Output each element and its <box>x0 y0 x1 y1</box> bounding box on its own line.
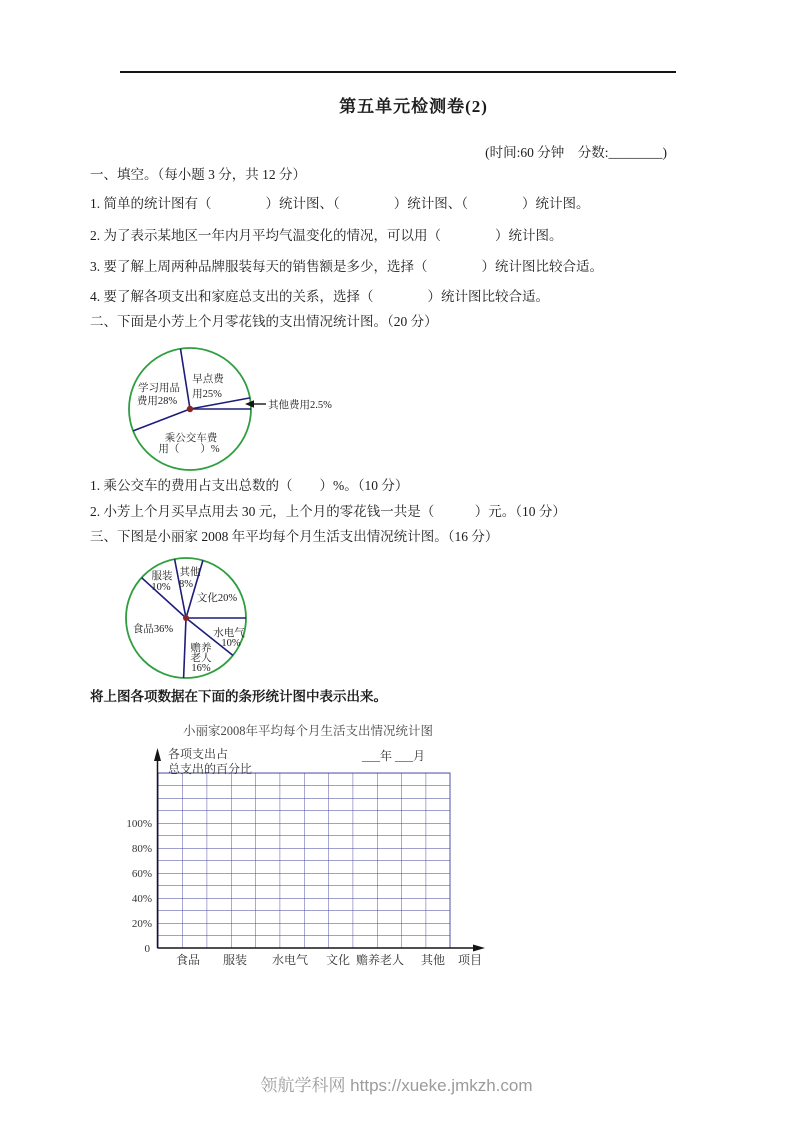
date-blank-label: ___年 ___月 <box>362 749 426 763</box>
watermark-footer: 领航学科网 https://xueke.jmkzh.com <box>260 1076 533 1095</box>
bar-chart-grid <box>158 773 450 948</box>
section1-item-1: 1. 简单的统计图有（ ）统计图、（ ）统计图、（ ）统计图。 <box>90 196 590 211</box>
pie1-label-supplies-line2: 费用28% <box>136 396 178 407</box>
section2-question-1: 1. 乘公交车的费用占支出总数的（ ）%。（10 分） <box>90 478 409 493</box>
section1-heading: 一、填空。（每小题 3 分，共 12 分） <box>90 167 306 182</box>
pie2-divider-elderly-food <box>184 618 186 678</box>
page-title: 第五单元检测卷(2) <box>339 97 488 116</box>
pie1-label-bus-line1: 乘公交车费 <box>164 433 218 444</box>
pie2-label-other-line1: 其他 <box>179 567 201 578</box>
pie1-divider-top <box>181 349 191 409</box>
bar-chart-instruction: 将上图各项数据在下面的条形统计图中表示出来。 <box>90 689 387 704</box>
pie2-label-utilities-line1: 水电气 <box>213 628 245 639</box>
section1-item-4: 4. 要了解各项支出和家庭总支出的关系，选择（ ）统计图比较合适。 <box>90 289 549 304</box>
pie2-label-clothing-line1: 服装 <box>151 571 173 582</box>
bar-chart-empty-grid <box>90 740 510 980</box>
y-axis-label-line2: 总支出的百分比 <box>168 762 253 776</box>
pie1-center-dot <box>187 406 193 412</box>
pie2-label-culture: 文化20% <box>196 593 238 604</box>
pie2-label-clothing-line2: 10% <box>151 582 171 593</box>
pie1-label-breakfast-line1: 早点费 <box>192 374 224 385</box>
pie1-callout-arrow-head <box>245 400 254 408</box>
x-tick-food: 食品 <box>175 953 201 967</box>
y-tick-60: 60% <box>131 868 152 880</box>
section1-item-2: 2. 为了表示某地区一年内月平均气温变化的情况，可以用（ ）统计图。 <box>90 228 563 243</box>
y-axis-arrow-icon <box>154 748 161 761</box>
pie2-label-utilities-line2: 10% <box>221 638 241 649</box>
section2-heading: 二、下面是小芳上个月零花钱的支出情况统计图。（20 分） <box>90 314 438 329</box>
pie1-divider-lower-left <box>133 409 190 431</box>
x-axis-title: 项目 <box>457 953 483 967</box>
header-rule <box>120 71 676 73</box>
x-tick-other: 其他 <box>420 953 446 967</box>
pie2-label-elderly-line3: 16% <box>191 663 211 674</box>
pie2-center-dot <box>183 615 189 621</box>
section2-question-2: 2. 小芳上个月买早点用去 30 元，上个月的零花钱一共是（ ）元。（10 分） <box>90 504 566 519</box>
x-axis-arrow-icon <box>473 945 485 952</box>
pie-chart-pocket-money <box>112 338 362 480</box>
section3-heading: 三、下图是小丽家 2008 年平均每个月生活支出情况统计图。（16 分） <box>90 529 499 544</box>
x-tick-culture: 文化 <box>325 953 351 967</box>
pie1-label-supplies-line1: 学习用品 <box>138 383 180 394</box>
y-tick-40: 40% <box>131 893 152 905</box>
pie-chart-living-expenses <box>120 554 300 686</box>
y-tick-100: 100% <box>126 818 152 830</box>
x-tick-clothing: 服装 <box>222 953 248 967</box>
x-tick-utilities: 水电气 <box>271 953 309 967</box>
pie1-label-bus-line2: 用（ ）% <box>158 444 220 455</box>
pie1-label-breakfast-line2: 用25% <box>192 389 222 400</box>
pie2-label-elderly-line1: 赡养 <box>190 643 212 654</box>
pie1-label-other: 其他费用2.5% <box>268 400 332 411</box>
bar-chart-title: 小丽家2008年平均每个月生活支出情况统计图 <box>183 724 434 738</box>
x-tick-elderly: 赡养老人 <box>355 953 405 967</box>
y-tick-80: 80% <box>131 843 152 855</box>
y-axis-label-line1: 各项支出占 <box>168 747 229 761</box>
pie2-label-elderly-line2: 老人 <box>190 653 212 664</box>
pie2-label-other-line2: 8% <box>179 579 193 590</box>
pie2-label-food: 食品36% <box>132 624 174 635</box>
y-tick-0: 0 <box>144 943 150 955</box>
section1-item-3: 3. 要了解上周两种品牌服装每天的销售额是多少，选择（ ）统计图比较合适。 <box>90 259 603 274</box>
y-tick-20: 20% <box>131 918 152 930</box>
time-score-line: (时间:60 分钟 分数:________) <box>485 145 667 160</box>
